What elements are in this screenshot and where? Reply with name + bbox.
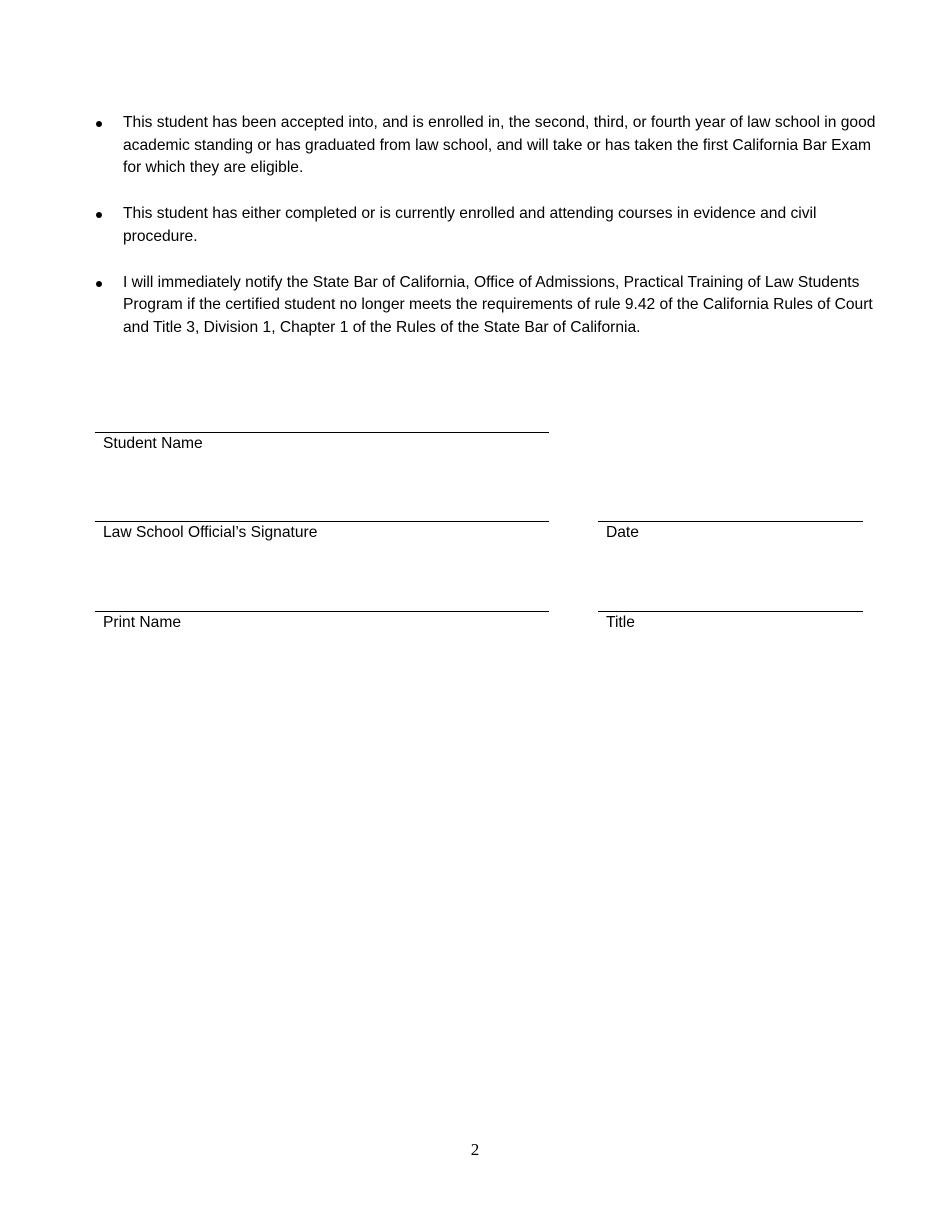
- certification-item-notification: [94, 272, 884, 340]
- certification-item-courses: [94, 203, 884, 248]
- official-signature-line[interactable]: [95, 521, 549, 522]
- bullet-icon: [96, 212, 102, 218]
- student-name-label: Student Name: [103, 435, 203, 452]
- certification-text: This student has either completed or is currently enrolled and attending courses in evidence and civil procedure.: [123, 205, 817, 245]
- print-name-line[interactable]: [95, 611, 549, 612]
- student-name-line[interactable]: [95, 432, 549, 433]
- certification-list: [94, 112, 884, 363]
- date-label: Date: [606, 524, 639, 541]
- page-number: 2: [470, 1140, 480, 1159]
- date-line[interactable]: [598, 521, 863, 522]
- certification-text: This student has been accepted into, and is enrolled in, the second, third, or fourth year of law school in good academic standing or has graduated from law school, and will take or has taken the first California Bar Exam for which they are eligible.: [123, 114, 876, 177]
- print-name-label: Print Name: [103, 614, 181, 631]
- certification-text: I will immediately notify the State Bar of California, Office of Admissions, Practical Training of Law Students Program if the certified student no longer meets the requirements of rule 9.42 of the California Rules of Court and Title 3, Division 1, Chapter 1 of the Rules of the State Bar of California.: [123, 273, 873, 336]
- title-label: Title: [606, 614, 635, 631]
- bullet-icon: [96, 281, 102, 287]
- title-line[interactable]: [598, 611, 863, 612]
- bullet-icon: [96, 121, 102, 127]
- certification-item-enrollment: [94, 112, 884, 180]
- official-signature-label: Law School Official’s Signature: [103, 524, 318, 541]
